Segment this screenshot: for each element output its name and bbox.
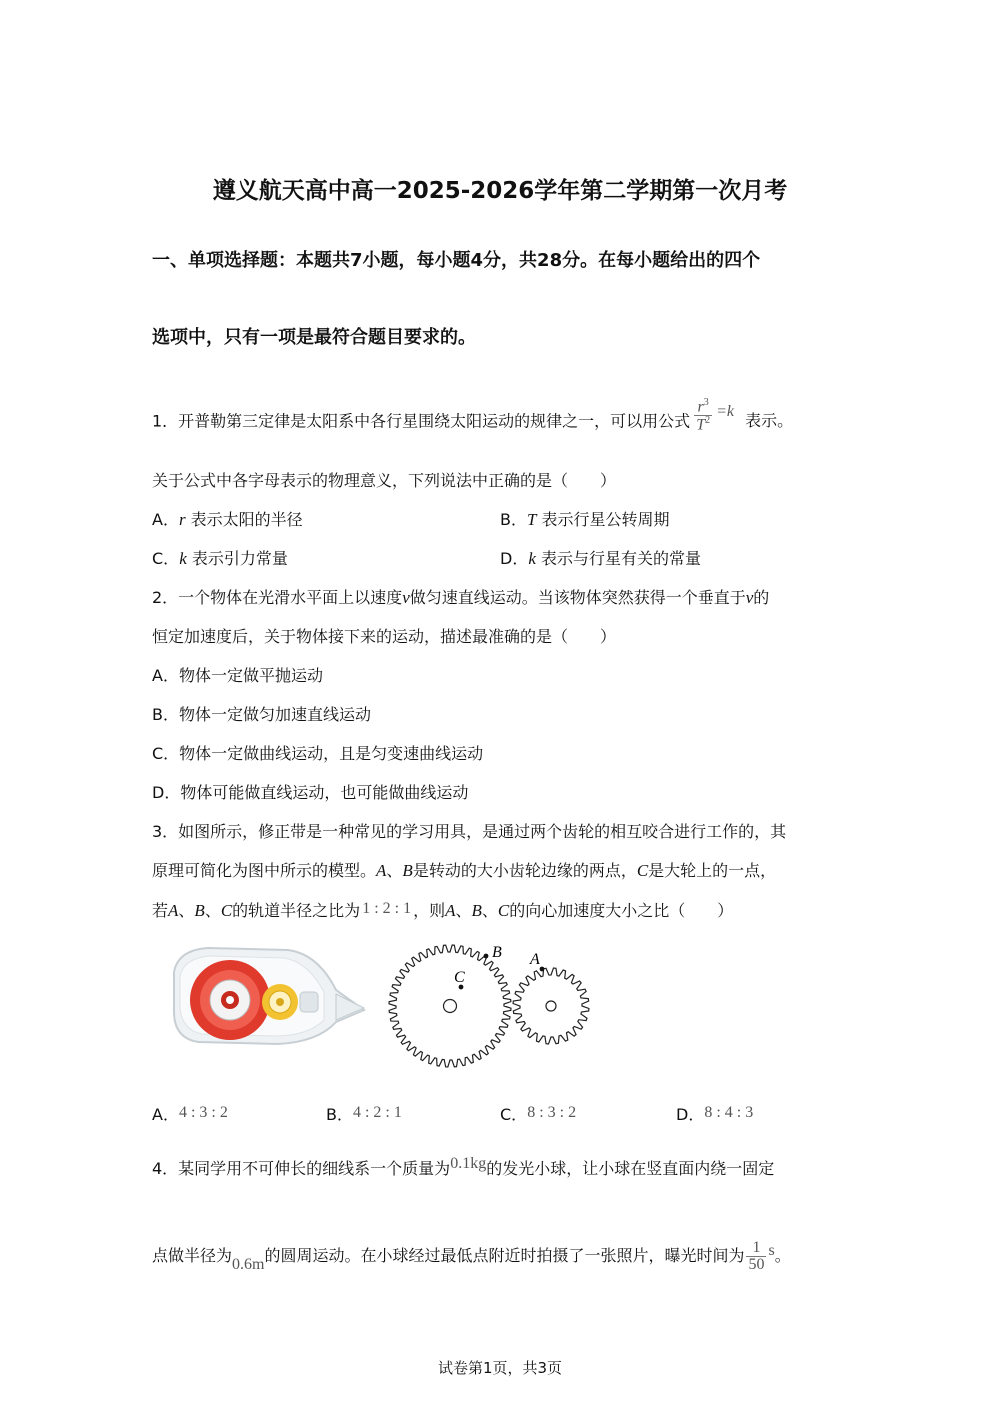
q1-text-b: 表示。 (745, 411, 794, 431)
yellow-gear-icon (262, 984, 298, 1020)
q2-line2: 恒定加速度后，关于物体接下来的运动，描述最准确的是（ ） (152, 627, 617, 646)
q2-option-d[interactable]: D．物体可能做直线运动，也可能做曲线运动 (152, 783, 469, 802)
exposure-time-fraction: $\frac{1}{50}$ (748, 1239, 765, 1273)
q2-option-c[interactable]: C．物体一定做曲线运动，且是匀变速曲线运动 (152, 744, 484, 763)
mass-value: 0.1kg (450, 1155, 487, 1172)
label-a: A (530, 951, 540, 968)
formula-rhs: =k (716, 403, 734, 421)
label-c: C (454, 969, 465, 986)
radius-value: 0.6m (232, 1256, 265, 1273)
point-a-dot (540, 967, 545, 972)
q3-line3: 若A、B、C的轨道半径之比为 1 : 2 : 1 ，则A、B、C的向心加速度大小之比（ ） (152, 900, 734, 920)
correction-tape-photo (168, 942, 368, 1052)
q4-line1: 4．某同学用不可伸长的细线系一个质量为0.1kg的发光小球，让小球在竖直面内绕一固定 (152, 1155, 775, 1178)
q2-option-b[interactable]: B．物体一定做匀加速直线运动 (152, 705, 371, 724)
q1-line2: 关于公式中各字母表示的物理意义，下列说法中正确的是（ ） (152, 471, 617, 490)
q1-option-c[interactable]: C．k 表示引力常量 (152, 549, 288, 568)
q1-line1 (152, 397, 794, 440)
big-gear-axle (444, 1000, 457, 1013)
q2-line1: 2．一个物体在光滑水平面上以速度v做匀速直线运动。当该物体突然获得一个垂直于v的 (152, 588, 770, 607)
section-heading-line1: 一、单项选择题：本题共7小题，每小题4分，共28分。在每小题给出的四个 (152, 250, 761, 271)
small-gear-axle (546, 1001, 556, 1011)
q4-line2: 点做半径为0.6m的圆周运动。在小球经过最低点附近时拍摄了一张照片，曝光时间为 $\frac{1}{50}$ s。 (152, 1239, 791, 1273)
q1-option-d[interactable]: D．k 表示与行星有关的常量 (500, 549, 701, 568)
red-gear-icon (190, 960, 270, 1040)
q3-option-d[interactable]: D．8 : 4 : 3 (676, 1104, 754, 1124)
q3-option-b[interactable]: B．4 : 2 : 1 (326, 1104, 402, 1124)
page-footer: 试卷第1页，共3页 (437, 1359, 563, 1377)
point-b-dot (484, 954, 489, 959)
q3-line1: 3．如图所示，修正带是一种常见的学习用具，是通过两个齿轮的相互咬合进行工作的，其 (152, 822, 787, 841)
q1-option-a[interactable]: A．r 表示太阳的半径 (152, 510, 303, 529)
q1-option-b[interactable]: B．T 表示行星公转周期 (500, 510, 670, 529)
page-title: 遵义航天高中高一2025-2026学年第二学期第一次月考 (212, 178, 788, 204)
q3-line2: 原理可简化为图中所示的模型。A、B是转动的大小齿轮边缘的两点，C是大轮上的一点， (152, 861, 777, 880)
q3-option-a[interactable]: A．4 : 3 : 2 (152, 1104, 228, 1124)
gear-diagram (380, 940, 600, 1070)
label-b: B (492, 944, 502, 961)
kepler-formula: $\frac{r^3}{T^2}$ (696, 397, 711, 434)
q3-option-c[interactable]: C．8 : 3 : 2 (500, 1104, 577, 1124)
q2-option-a[interactable]: A．物体一定做平抛运动 (152, 666, 323, 685)
section-heading-line2: 选项中，只有一项是最符合题目要求的。 (152, 327, 476, 348)
q1-text-a: 1．开普勒第三定律是太阳系中各行星围绕太阳运动的规律之一，可以用公式 (152, 411, 691, 431)
